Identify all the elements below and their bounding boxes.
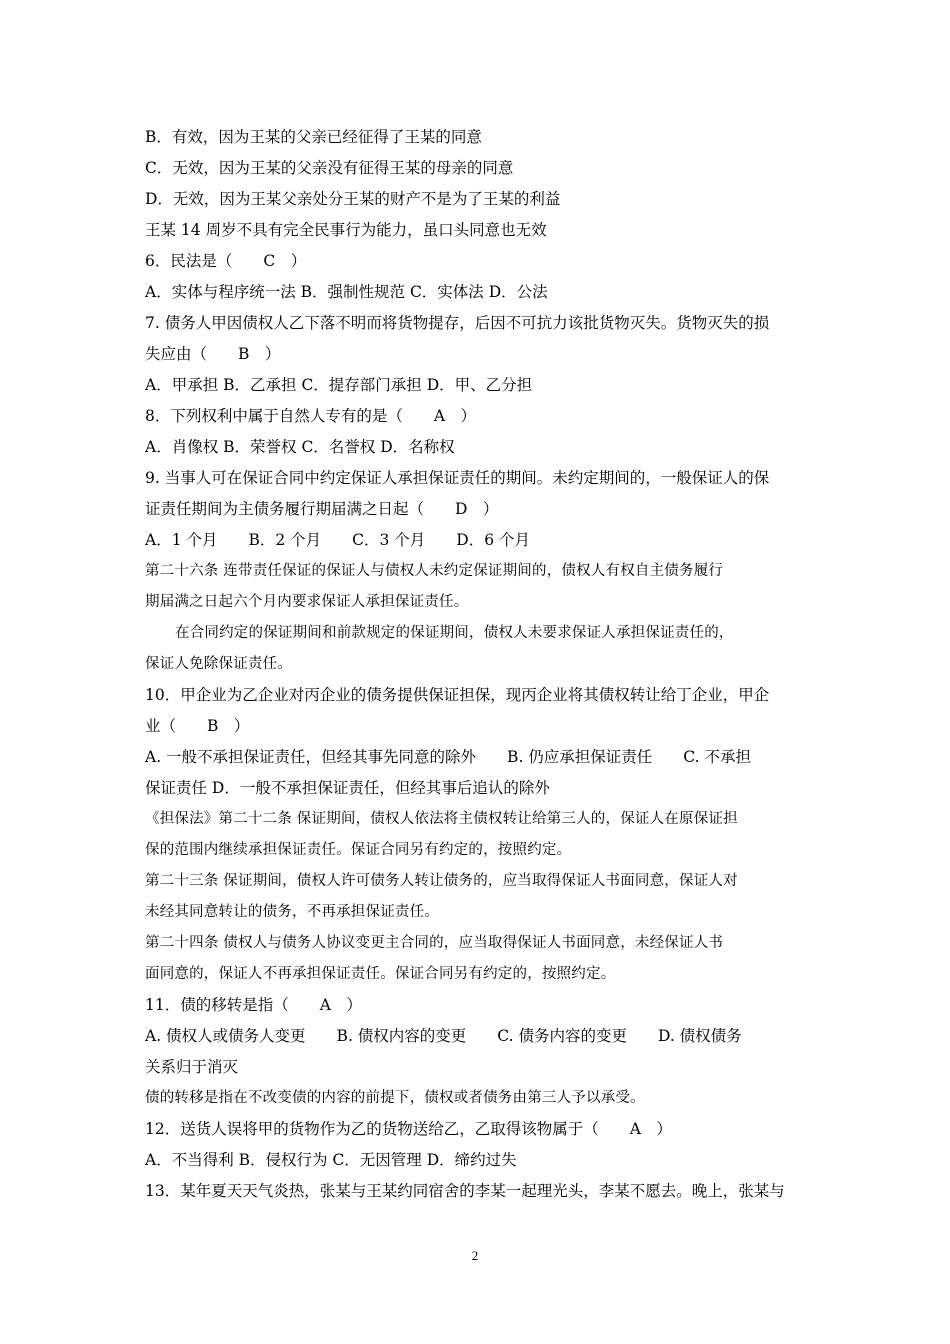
note-line: 第二十六条 连带责任保证的保证人与债权人未约定保证期间的，债权人有权自主债务履行 — [145, 563, 724, 579]
text-line: 10．甲企业为乙企业对丙企业的债务提供保证担保，现丙企业将其债权转让给丁企业，甲企 — [145, 686, 770, 704]
text-line: 8．下列权利中属于自然人专有的是（ A ） — [145, 407, 477, 425]
text-line: A. 债权人或债务人变更 B. 债权内容的变更 C. 债务内容的变更 D. 债权债务 — [145, 1027, 742, 1045]
note-line: 债的转移是指在不改变债的内容的前提下，债权或者债务由第三人予以承受。 — [145, 1090, 645, 1106]
text-line: 王某 14 周岁不具有完全民事行为能力，虽口头同意也无效 — [145, 221, 547, 239]
text-line: A．甲承担 B．乙承担 C．提存部门承担 D．甲、乙分担 — [145, 376, 533, 394]
note-line: 未经其同意转让的债务，不再承担保证责任。 — [145, 904, 439, 920]
text-line: 7. 债务人甲因债权人乙下落不明而将货物提存，后因不可抗力该批货物灭失。货物灭失的损 — [145, 314, 770, 332]
note-line: 《担保法》第二十二条 保证期间，债权人依法将主债权转让给第三人的，保证人在原保证担 — [145, 811, 738, 827]
text-line: B．有效，因为王某的父亲已经征得了王某的同意 — [145, 128, 482, 146]
text-line: A．1 个月 B．2 个月 C．3 个月 D．6 个月 — [145, 531, 531, 549]
note-line: 第二十四条 债权人与债务人协议变更主合同的，应当取得保证人书面同意，未经保证人书 — [145, 935, 724, 951]
note-line: 第二十三条 保证期间，债权人许可债务人转让债务的，应当取得保证人书面同意，保证人对 — [145, 873, 738, 889]
text-line: A. 一般不承担保证责任，但经其事先同意的除外 B. 仍应承担保证责任 C. 不承担 — [145, 748, 751, 766]
note-line: 保证人免除保证责任。 — [145, 656, 292, 672]
note-line: 期届满之日起六个月内要求保证人承担保证责任。 — [145, 594, 469, 610]
note-line: 保的范围内继续承担保证责任。保证合同另有约定的，按照约定。 — [145, 842, 572, 858]
note-line: 面同意的，保证人不再承担保证责任。保证合同另有约定的，按照约定。 — [145, 966, 616, 982]
text-line: 失应由（ B ） — [145, 345, 281, 363]
text-line: C．无效，因为王某的父亲没有征得王某的母亲的同意 — [145, 159, 514, 177]
text-line: 11．债的移转是指（ A ） — [145, 996, 362, 1014]
page-body — [145, 122, 810, 1207]
text-line: 保证责任 D．一般不承担保证责任，但经其事后追认的除外 — [145, 779, 550, 797]
text-line: 关系归于消灭 — [145, 1058, 239, 1076]
text-line: 9. 当事人可在保证合同中约定保证人承担保证责任的期间。未约定期间的，一般保证人的保 — [145, 469, 770, 487]
text-line: A．实体与程序统一法 B．强制性规范 C．实体法 D．公法 — [145, 283, 548, 301]
text-line: A．不当得利 B．侵权行为 C．无因管理 D．缔约过失 — [145, 1151, 517, 1169]
page-number: 2 — [471, 1248, 479, 1263]
text-line: D．无效，因为王某父亲处分王某的财产不是为了王某的利益 — [145, 190, 561, 208]
text-line: 业（ B ） — [145, 717, 250, 735]
text-line: 12．送货人误将甲的货物作为乙的货物送给乙，乙取得该物属于（ A ） — [145, 1120, 672, 1138]
text-line: A．肖像权 B．荣誉权 C．名誉权 D．名称权 — [145, 438, 455, 456]
note-line: 在合同约定的保证期间和前款规定的保证期间，债权人未要求保证人承担保证责任的， — [175, 625, 734, 641]
text-line: 6．民法是（ C ） — [145, 252, 307, 270]
text-line: 证责任期间为主债务履行期届满之日起（ D ） — [145, 500, 499, 518]
text-line: 13．某年夏天天气炎热，张某与王某约同宿舍的李某一起理光头，李某不愿去。晚上，张某与 — [145, 1182, 785, 1200]
